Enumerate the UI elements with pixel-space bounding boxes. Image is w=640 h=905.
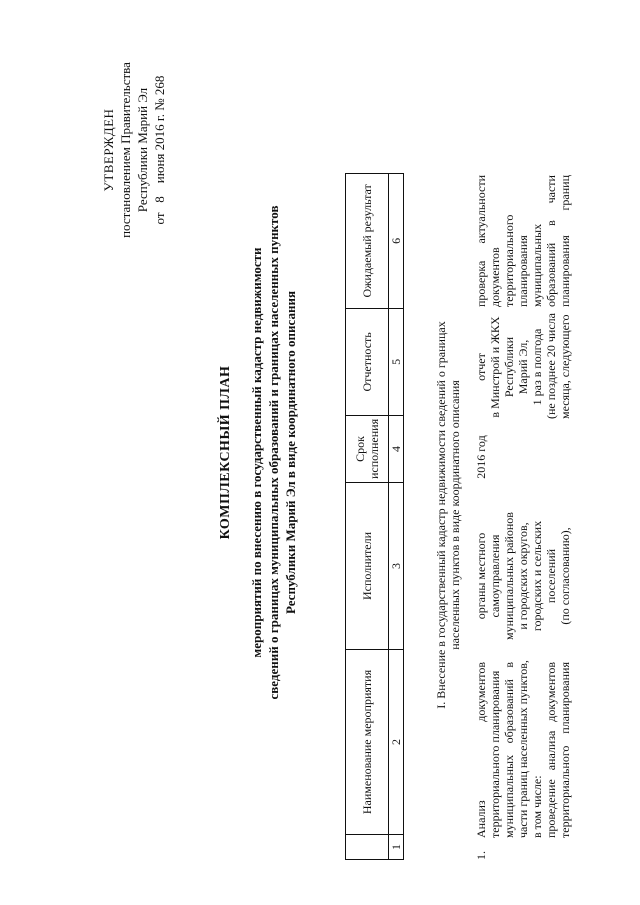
- word: границ: [558, 175, 572, 211]
- document-title: КОМПЛЕКСНЫЙ ПЛАН: [218, 365, 233, 540]
- approval-line: Республики Марий Эл: [135, 87, 150, 213]
- executors-line: самоуправления: [488, 534, 502, 618]
- name-line: в том числе:: [530, 775, 544, 838]
- result-line: муниципальных: [530, 223, 544, 307]
- result-line: территориального: [502, 214, 516, 307]
- name-line: [502, 662, 516, 838]
- section-heading-line: I. Внесение в государственный кадастр недвижимости сведений о границах: [434, 321, 448, 709]
- word: планирования: [558, 662, 572, 734]
- word: части: [544, 175, 558, 204]
- executors-line: органы местного: [474, 532, 488, 620]
- executors-line: и городских округов,: [516, 522, 530, 630]
- approval-heading: УТВЕРЖДЕН: [101, 108, 116, 192]
- column-number: 3: [389, 483, 404, 650]
- column-number: 2: [389, 650, 404, 835]
- result-line: [474, 175, 488, 307]
- header-cell-executors: Исполнители: [346, 483, 389, 650]
- subtitle-line: Республики Марий Эл в виде координатного описания: [283, 291, 298, 615]
- header-cell-term: Срок исполнения: [346, 415, 389, 482]
- column-number: 1: [389, 835, 404, 860]
- word: Анализ: [474, 800, 488, 838]
- word: муниципальных: [502, 754, 516, 838]
- word: в: [502, 662, 516, 668]
- header-cell-number: [346, 835, 389, 860]
- subtitle-line: мероприятий по внесению в государственный кадастр недвижимости: [249, 247, 264, 658]
- executors-line: муниципальных районов: [502, 512, 516, 640]
- name-line: территориального планирования: [488, 670, 502, 838]
- name-line: [544, 662, 558, 838]
- row-activity-name: [474, 662, 572, 838]
- word: анализа: [544, 730, 558, 771]
- row-executors: [474, 497, 572, 655]
- result-line: планирования: [516, 235, 530, 307]
- column-number: 4: [389, 415, 404, 482]
- column-number: 5: [389, 308, 404, 415]
- word: актуальности: [474, 175, 488, 244]
- row-term: 2016 год: [474, 435, 488, 479]
- header-cell-name: Наименование мероприятия: [346, 650, 389, 835]
- word: планирования: [558, 235, 572, 307]
- row-number: 1.: [474, 851, 488, 860]
- report-line: отчет: [474, 353, 488, 381]
- header-cell-report: Отчетность: [346, 308, 389, 415]
- table-header-row: [346, 173, 389, 859]
- word: образований: [502, 679, 516, 744]
- result-line: документов: [488, 247, 502, 307]
- result-line: [544, 175, 558, 307]
- report-line: 1 раз в полгода: [530, 328, 544, 406]
- executors-line: (по согласованию),: [558, 527, 572, 625]
- word: образований: [544, 242, 558, 307]
- section-heading-line: населенных пунктов в виде координатного описания: [448, 380, 462, 650]
- row-report: [474, 315, 572, 419]
- word: документов: [544, 662, 558, 722]
- name-line: части границ населенных пунктов,: [516, 660, 530, 838]
- word: территориального: [558, 745, 572, 838]
- row-result: [474, 175, 572, 307]
- header-cell-result: Ожидаемый результат: [346, 173, 389, 308]
- executors-line: городских и сельских: [530, 520, 544, 632]
- report-line: Марий Эл,: [516, 339, 530, 395]
- document-subtitle: [248, 100, 299, 805]
- approval-date: от 8 июня 2016 г. № 268: [152, 75, 167, 225]
- name-line: [474, 662, 488, 838]
- result-line: [558, 175, 572, 307]
- report-line: месяца, следующего: [558, 314, 572, 419]
- word: в: [544, 220, 558, 226]
- executors-line: поселений: [544, 548, 558, 604]
- report-line: в Минстрой и ЖКХ: [488, 316, 502, 418]
- section-heading: [434, 170, 462, 860]
- approval-stamp: [100, 55, 168, 245]
- word: документов: [474, 662, 488, 722]
- approval-line: постановлением Правительства: [118, 62, 133, 238]
- table-number-row: [389, 173, 404, 859]
- report-line: (не позднее 20 числа: [544, 313, 558, 419]
- report-line: Республики: [502, 336, 516, 398]
- plan-table: [345, 173, 404, 860]
- word: проведение: [544, 779, 558, 838]
- name-line: [558, 662, 572, 838]
- word: проверка: [474, 260, 488, 307]
- column-number: 6: [389, 173, 404, 308]
- subtitle-line: сведений о границах муниципальных образований и границах населенных пунктов: [266, 205, 281, 700]
